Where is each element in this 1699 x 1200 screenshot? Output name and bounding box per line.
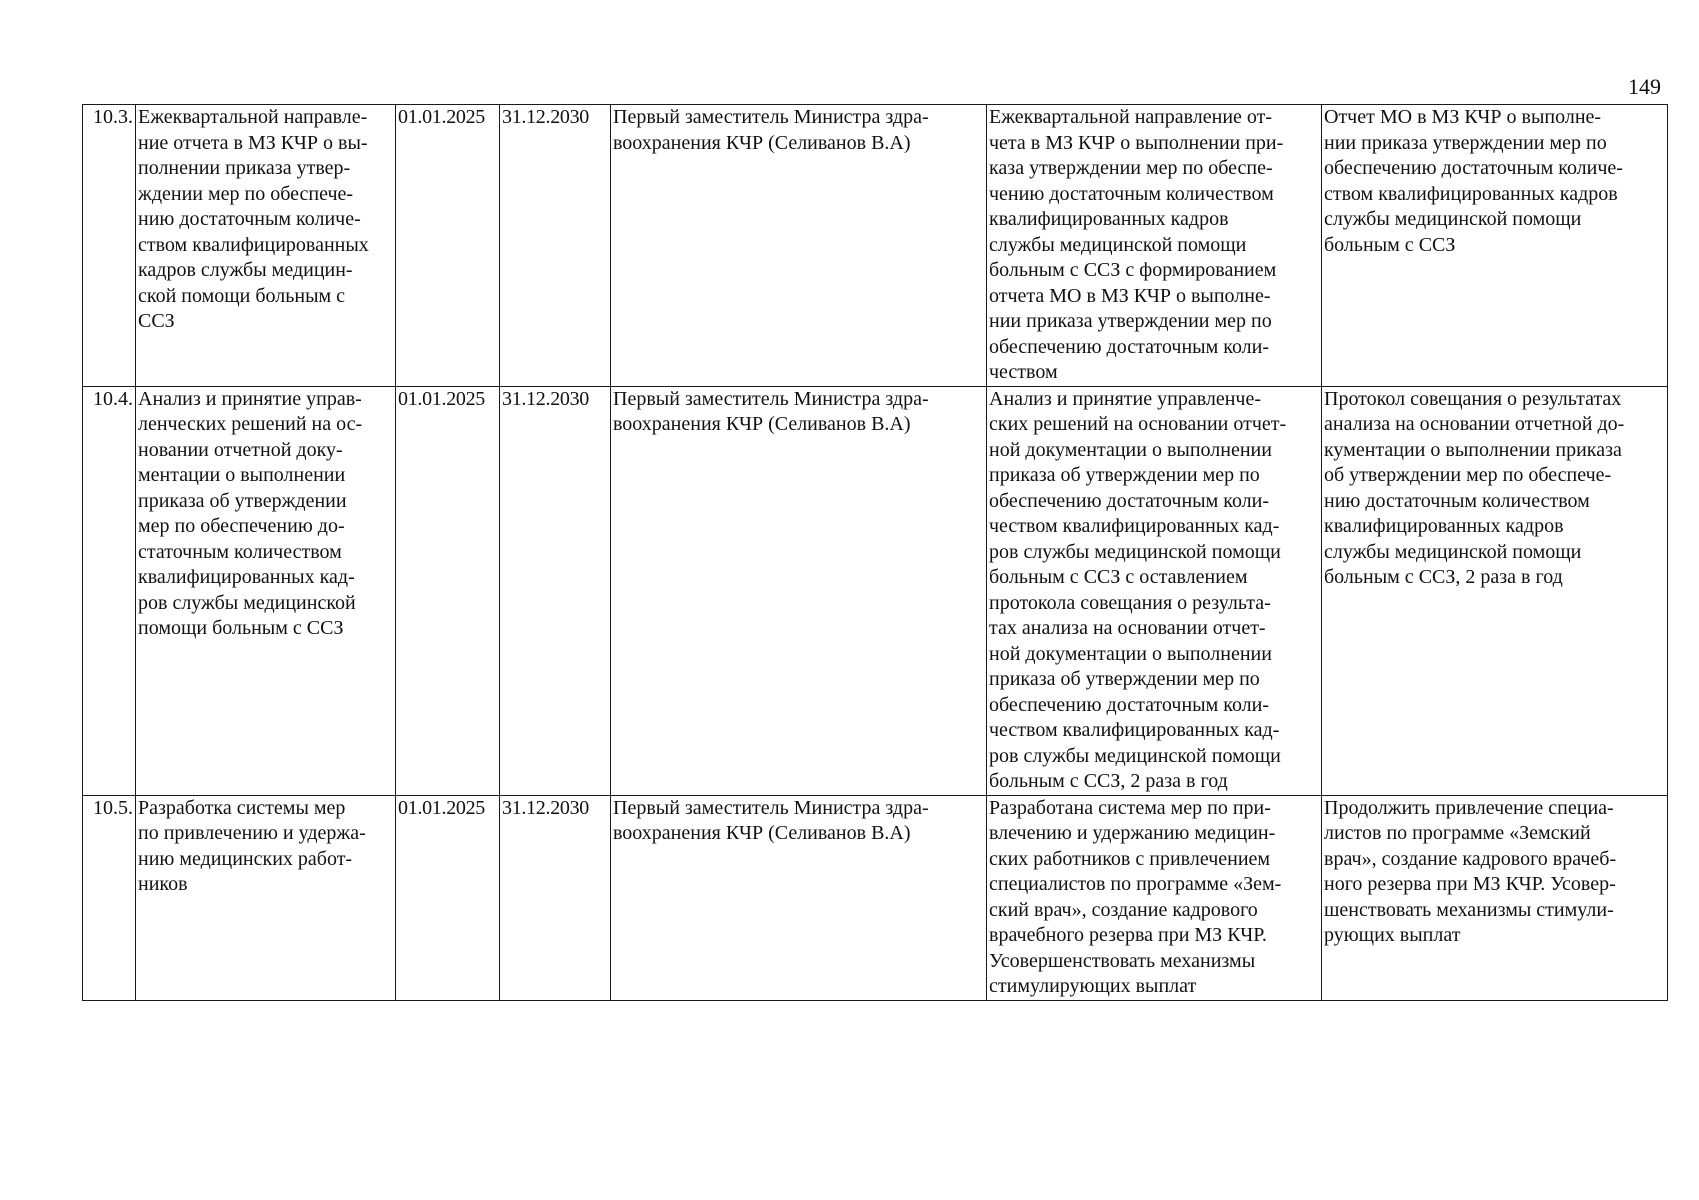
cell-text-line: ской помощи больным с [138,284,346,307]
cell-text-line: обеспечению достаточным коли- [989,693,1270,716]
cell-text-line: Усовершенствовать механизмы [989,949,1256,972]
cell-text-line: ждении мер по обеспече- [138,182,354,205]
responsible-cell [611,105,987,387]
cell-text-line: нию достаточным количе- [138,208,361,230]
cell-text-line: влечению и удержанию медицин- [989,822,1276,844]
row-number-cell: 10.5. [83,795,136,1000]
cell-text-line: кументации о выполнении приказа [1324,438,1622,461]
cell-text-line: чета в МЗ КЧР о выполнении при- [989,131,1284,154]
cell-text-line: чеством квалифицированных кад- [989,719,1280,741]
cell-text-line: приказа об утверждении мер по [989,464,1260,486]
result-cell [987,386,1322,795]
cell-text-line: Анализ и принятие управ- [138,387,362,410]
cell-text-line: ством квалифицированных [138,233,369,256]
table-row [83,795,1668,1000]
cell-text-line: нию достаточным количеством [1324,489,1590,512]
cell-text-line: врачебного резерва при МЗ КЧР. [989,924,1267,946]
cell-text-line: ских работников с привлечением [989,847,1271,870]
cell-text-line: обеспечению достаточным коли- [989,335,1270,358]
start-date-cell: 01.01.2025 [396,795,500,1000]
cell-text-line: стимулирующих выплат [989,975,1197,997]
result-cell [987,105,1322,387]
cell-text-line: Первый заместитель Министра здра- [613,106,929,128]
row-number-cell: 10.3. [83,105,136,387]
cell-text-line: ров службы медицинской [138,591,356,614]
end-date-cell: 31.12.2030 [500,795,611,1000]
indicator-cell [1322,795,1668,1000]
cell-text-line: службы медицинской помощи [1324,208,1582,230]
cell-text-line: Первый заместитель Министра здра- [613,796,929,819]
cell-text-line: об утверждении мер по обеспече- [1324,464,1612,486]
cell-text-line: Ежеквартальной направле- [138,106,368,128]
cell-text-line: каза утверждении мер по обеспе- [989,157,1273,179]
cell-text-line: Первый заместитель Министра здра- [613,387,929,410]
page-number: 149 [1628,74,1661,99]
cell-text-line: ством квалифицированных кадров [1324,182,1618,205]
cell-text-line: Протокол совещания о результатах [1324,387,1622,410]
cell-text-line: приказа об утверждении мер по [989,668,1260,690]
cell-text-line: нии приказа утверждении мер по [989,310,1272,332]
cell-text-line: обеспечению достаточным коли- [989,489,1270,512]
cell-text-line: ров службы медицинской помощи [989,540,1281,563]
cell-text-line: ние отчета в МЗ КЧР о вы- [138,131,368,154]
cell-text-line: специалистов по программе «Зем- [989,873,1282,895]
start-date-cell: 01.01.2025 [396,105,500,387]
event-cell [136,386,396,795]
cell-text-line: ников [138,873,188,895]
cell-text-line: ский врач», создание кадрового [989,898,1258,921]
cell-text-line: Разработана система мер по при- [989,796,1271,819]
cell-text-line: больным с ССЗ, 2 раза в год [1324,566,1563,588]
cell-text-line: квалифицированных кадров [1324,515,1564,537]
cell-text-line: рующих выплат [1324,924,1461,946]
cell-text-line: шенствовать механизмы стимули- [1324,898,1614,921]
event-cell [136,105,396,387]
cell-text-line: протокола совещания о результа- [989,591,1271,614]
end-date-cell: 31.12.2030 [500,386,611,795]
cell-text-line: ССЗ [138,310,175,332]
cell-text-line: больным с ССЗ, 2 раза в год [989,770,1228,792]
cell-text-line: службы медицинской помощи [989,233,1247,256]
cell-text-line: больным с ССЗ [1324,233,1456,256]
cell-text-line: мер по обеспечению до- [138,515,345,537]
cell-text-line: ной документации о выполнении [989,642,1272,665]
cell-text-line: Продолжить привлечение специа- [1324,796,1614,819]
cell-text-line: ленческих решений на ос- [138,413,363,435]
indicator-cell [1322,386,1668,795]
cell-text-line: ментации о выполнении [138,464,346,486]
cell-text-line: Разработка системы мер [138,796,346,819]
cell-text-line: чению достаточным количеством [989,182,1274,205]
cell-text-line: Ежеквартальной направление от- [989,106,1273,128]
result-cell [987,795,1322,1000]
cell-text-line: полнении приказа утвер- [138,157,351,179]
cell-text-line: нию медицинских работ- [138,847,353,870]
cell-text-line: врач», создание кадрового врачеб- [1324,847,1617,870]
indicator-cell [1322,105,1668,387]
table-row [83,386,1668,795]
cell-text-line: чеством квалифицированных кад- [989,515,1280,537]
start-date-cell: 01.01.2025 [396,386,500,795]
cell-text-line: нии приказа утверждении мер по [1324,131,1607,154]
cell-text-line: Отчет МО в МЗ КЧР о выполне- [1324,106,1602,128]
cell-text-line: воохранения КЧР (Селиванов В.А) [613,413,911,435]
cell-text-line: больным с ССЗ с оставлением [989,566,1248,588]
cell-text-line: воохранения КЧР (Селиванов В.А) [613,131,911,154]
measures-table [82,104,1668,1001]
cell-text-line: квалифицированных кад- [138,566,355,588]
cell-text-line: тах анализа на основании отчет- [989,617,1266,639]
cell-text-line: Анализ и принятие управленче- [989,387,1262,410]
cell-text-line: по привлечению и удержа- [138,822,366,844]
responsible-cell [611,386,987,795]
cell-text-line: помощи больным с ССЗ [138,617,344,639]
cell-text-line: статочным количеством [138,540,342,563]
responsible-cell [611,795,987,1000]
cell-text-line: приказа об утверждении [138,489,347,512]
cell-text-line: анализа на основании отчетной до- [1324,413,1625,435]
cell-text-line: отчета МО в МЗ КЧР о выполне- [989,284,1271,307]
cell-text-line: ров службы медицинской помощи [989,744,1281,767]
cell-text-line: новании отчетной доку- [138,438,343,461]
table-row [83,105,1668,387]
row-number-cell: 10.4. [83,386,136,795]
cell-text-line: воохранения КЧР (Селиванов В.А) [613,822,911,844]
end-date-cell: 31.12.2030 [500,105,611,387]
event-cell [136,795,396,1000]
cell-text-line: ного резерва при МЗ КЧР. Усовер- [1324,873,1616,895]
cell-text-line: квалифицированных кадров [989,208,1229,230]
cell-text-line: ной документации о выполнении [989,438,1272,461]
cell-text-line: обеспечению достаточным количе- [1324,157,1623,179]
cell-text-line: чеством [989,361,1058,383]
cell-text-line: больным с ССЗ с формированием [989,259,1277,281]
cell-text-line: службы медицинской помощи [1324,540,1582,563]
cell-text-line: ских решений на основании отчет- [989,413,1287,435]
cell-text-line: листов по программе «Земский [1324,822,1591,844]
cell-text-line: кадров службы медицин- [138,259,353,281]
